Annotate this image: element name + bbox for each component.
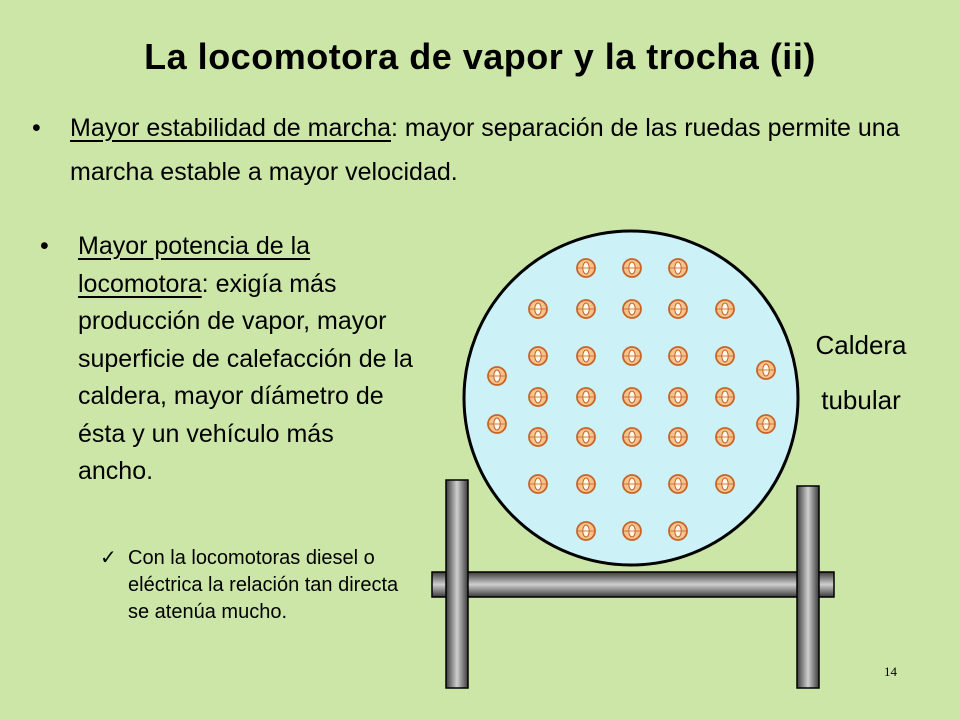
bullet-stability-body: : mayor separación de las ruedas permite una marcha estable a mayor velocidad. bbox=[70, 114, 900, 186]
tube-icon bbox=[716, 388, 734, 406]
tube-icon bbox=[669, 428, 687, 446]
bullet-stability-heading: Mayor estabilidad de marcha bbox=[70, 114, 391, 142]
tube-icon bbox=[669, 300, 687, 318]
tube-icon bbox=[623, 428, 641, 446]
axle bbox=[432, 572, 834, 597]
tube-icon bbox=[669, 522, 687, 540]
bullet-dot: • bbox=[32, 114, 41, 142]
left-wheel bbox=[446, 480, 468, 688]
checkmark-icon: ✓ bbox=[100, 547, 117, 569]
tube-icon bbox=[577, 475, 595, 493]
tube-icon bbox=[577, 259, 595, 277]
tube-icon bbox=[529, 347, 547, 365]
tube-icon bbox=[529, 475, 547, 493]
tube-icon bbox=[716, 475, 734, 493]
sub-bullet-text: Con la locomotoras diesel o eléctrica la relación tan directa se atenúa mucho. bbox=[128, 547, 399, 623]
tube-icon bbox=[623, 388, 641, 406]
diagram-label-line1: Caldera bbox=[815, 330, 907, 360]
bullet-dot: • bbox=[40, 232, 49, 260]
diagram-label bbox=[796, 318, 926, 428]
right-wheel bbox=[797, 486, 819, 688]
diagram-label-line2: tubular bbox=[821, 385, 901, 415]
tube-icon bbox=[577, 522, 595, 540]
tube-icon bbox=[716, 300, 734, 318]
tube-icon bbox=[716, 347, 734, 365]
tube-icon bbox=[669, 347, 687, 365]
tube-icon bbox=[669, 388, 687, 406]
tube-icon bbox=[488, 415, 506, 433]
tube-icon bbox=[623, 522, 641, 540]
slide-title: La locomotora de vapor y la trocha (ii) bbox=[144, 36, 816, 77]
tube-icon bbox=[669, 475, 687, 493]
tube-icon bbox=[623, 300, 641, 318]
tube-icon bbox=[577, 300, 595, 318]
tube-icon bbox=[623, 347, 641, 365]
tube-icon bbox=[623, 475, 641, 493]
page-number: 14 bbox=[884, 664, 897, 679]
bullet-power-heading: Mayor potencia de la locomotora bbox=[78, 232, 311, 298]
tube-icon bbox=[716, 428, 734, 446]
tube-icon bbox=[623, 259, 641, 277]
tube-icon bbox=[757, 415, 775, 433]
tube-icon bbox=[529, 428, 547, 446]
tube-icon bbox=[577, 347, 595, 365]
tube-icon bbox=[577, 388, 595, 406]
bullet-power-body: : exigía más producción de vapor, mayor superficie de calefacción de la caldera, mayor díámetro de ésta y un vehículo más ancho. bbox=[78, 269, 413, 485]
tube-icon bbox=[488, 367, 506, 385]
tube-icon bbox=[529, 300, 547, 318]
tube-icon bbox=[577, 428, 595, 446]
tube-icon bbox=[669, 259, 687, 277]
tube-icon bbox=[757, 361, 775, 379]
tube-icon bbox=[529, 388, 547, 406]
